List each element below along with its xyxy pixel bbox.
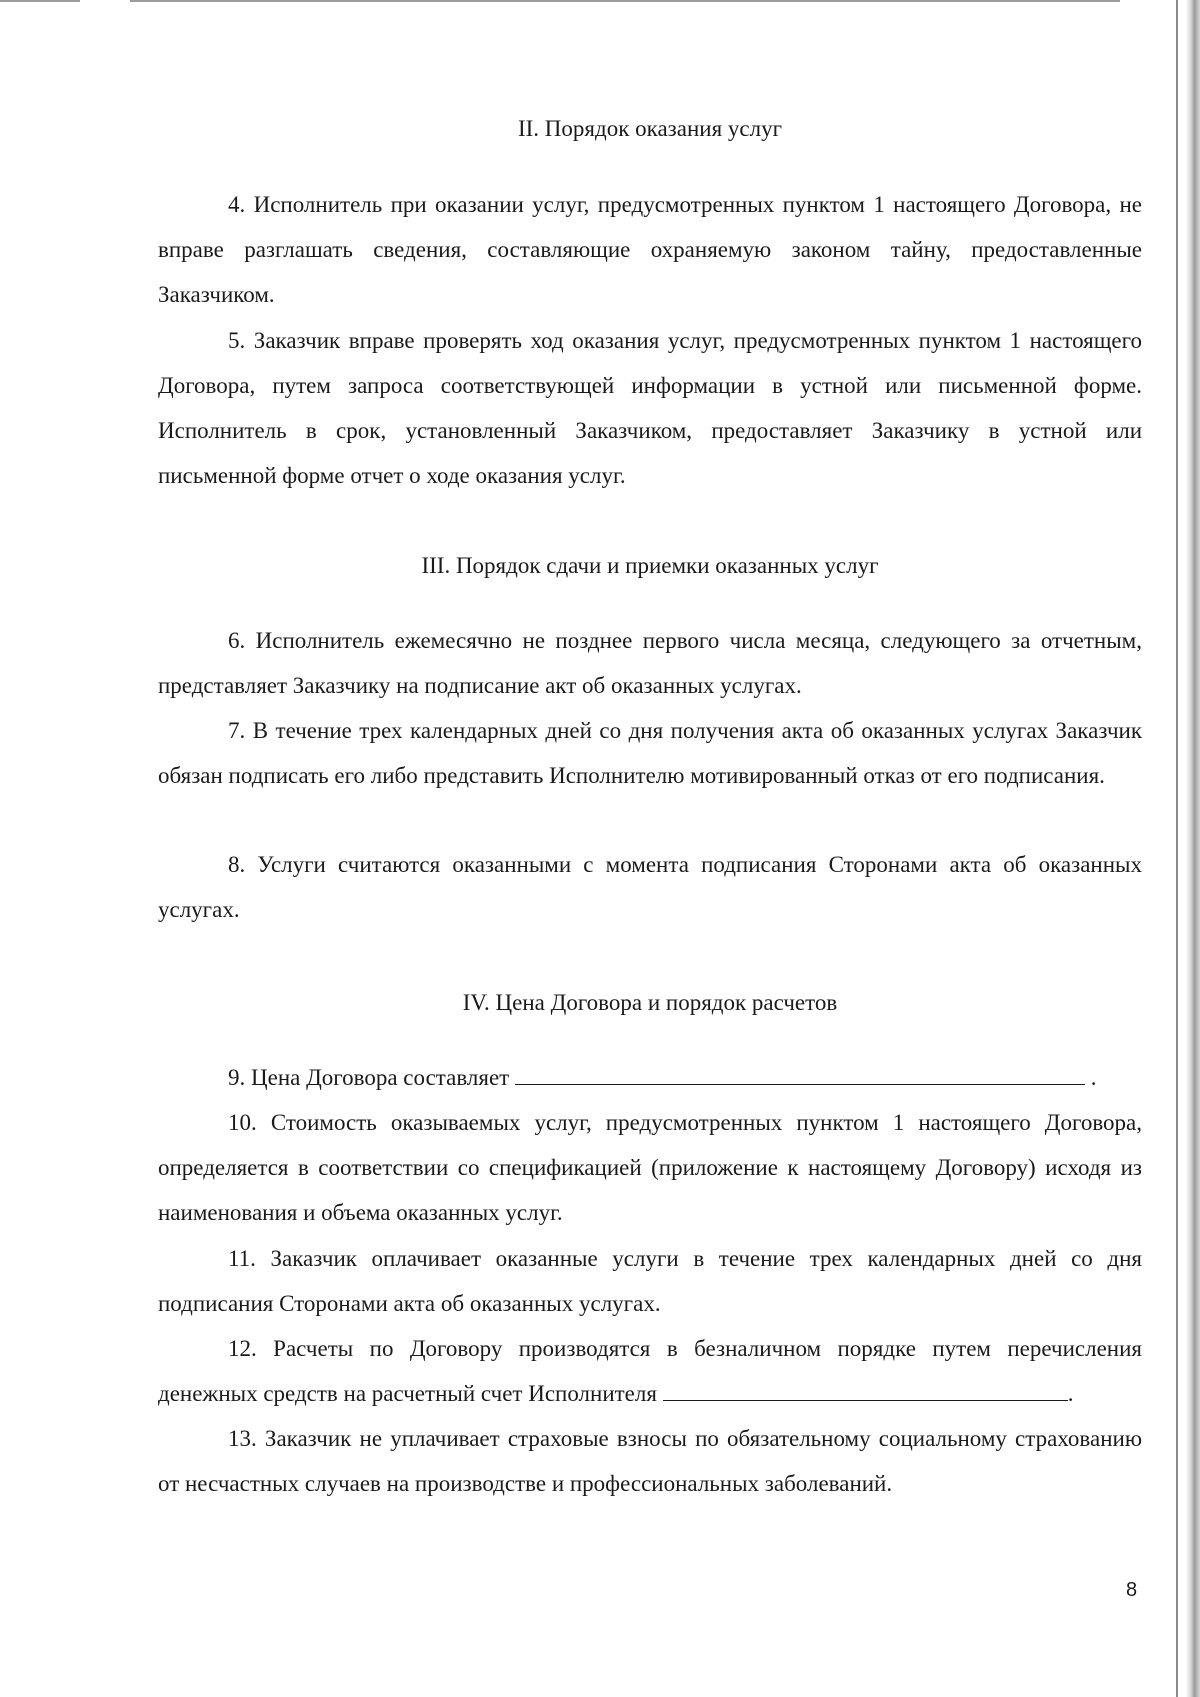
section-title: II. Порядок оказания услуг	[517, 116, 783, 141]
paragraph-11: 11. Заказчик оплачивает оказанные услуги в течение трех календарных дней со дня подписания Сторонами акта об оказанных услугах.	[158, 1246, 1142, 1316]
paragraph-6: 6. Исполнитель ежемесячно не позднее первого числа месяца, следующего за отчетным, представляет Заказчику на подписание акт об оказанных услугах.	[158, 628, 1142, 698]
account-blank-line	[663, 1380, 1068, 1401]
paragraph-13: 13. Заказчик не уплачивает страховые взносы по обязательному социальному страхованию от несчастных случаев на производстве и профессиональных заболеваний.	[158, 1426, 1142, 1496]
paragraph-9	[158, 1055, 1142, 1100]
scan-artifact-line	[130, 0, 1120, 2]
price-blank-line	[515, 1064, 1085, 1085]
paragraph-9-text: 9. Цена Договора составляет	[228, 1065, 510, 1090]
paragraph-4: 4. Исполнитель при оказании услуг, предусмотренных пунктом 1 настоящего Договора, не вправе разглашать сведения, составляющие охраняемую законом тайну, предоставленные Заказчиком.	[158, 192, 1142, 307]
scan-artifact-edge	[1186, 0, 1200, 1697]
section-title: IV. Цена Договора и порядок расчетов	[462, 990, 838, 1015]
paragraph-12	[158, 1326, 1142, 1416]
scan-artifact-edge	[1176, 0, 1178, 1697]
blank-end-mark: .	[1067, 1381, 1074, 1406]
page-number: 8	[1126, 1579, 1138, 1601]
paragraph-10: 10. Стоимость оказываемых услуг, предусмотренных пунктом 1 настоящего Договора, определяется в соответствии со спецификацией (приложение к настоящему Договору) исходя из наименования и объема оказанных услуг.	[158, 1110, 1142, 1225]
scan-artifact-line	[0, 0, 80, 2]
paragraph-8: 8. Услуги считаются оказанными с момента подписания Сторонами акта об оказанных услугах.	[158, 852, 1142, 922]
paragraph-12-text: 12. Расчеты по Договору производятся в безналичном порядке путем перечисления денежных средств на расчетный счет Исполнителя	[158, 1336, 1142, 1406]
blank-end-mark: .	[1090, 1065, 1097, 1090]
section-title: III. Порядок сдачи и приемки оказанных услуг	[421, 553, 879, 578]
paragraph-5: 5. Заказчик вправе проверять ход оказания услуг, предусмотренных пунктом 1 настоящего Договора, путем запроса соответствующей информации в устной или письменной форме. Исполнитель в срок, установленный Заказчиком, предоставляет Заказчику в устной или письменной форме отчет о ходе оказания услуг.	[158, 328, 1142, 488]
paragraph-7: 7. В течение трех календарных дней со дня получения акта об оказанных услугах Заказчик обязан подписать его либо представить Исполнителю мотивированный отказ от его подписания.	[158, 718, 1142, 788]
